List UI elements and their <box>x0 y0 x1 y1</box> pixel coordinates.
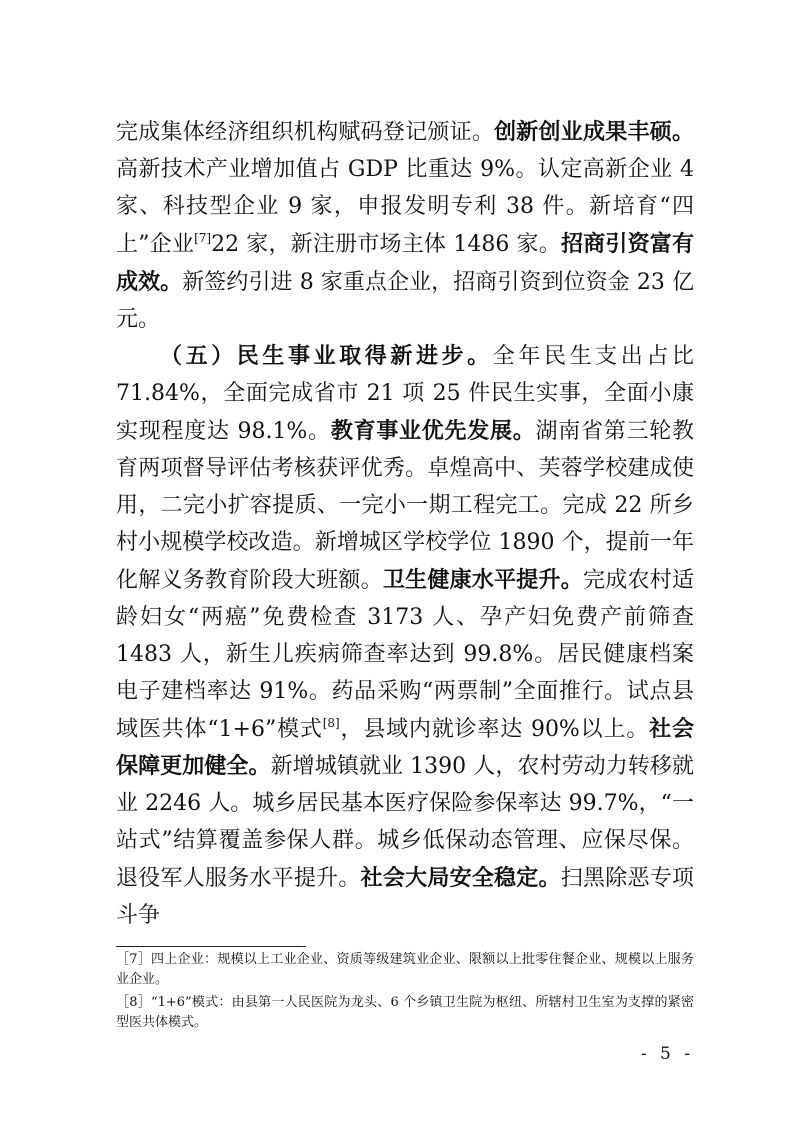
bold-heading-social-security: 社会保障更加健全。 <box>116 715 694 780</box>
bold-heading-health: 卫生健康水平提升。 <box>382 566 584 593</box>
footnotes <box>116 950 694 1036</box>
text-run: 新签约引进 8 家重点企业，招商引资到位资金 23 亿元。 <box>116 269 694 332</box>
section-heading-livelihood: （五）民生事业取得新进步。 <box>160 343 493 370</box>
footnote-7: ［7］四上企业：规模以上工业企业、资质等级建筑业企业、限额以上批零住餐企业、规模以上服务业企业。 <box>116 952 694 987</box>
paragraph-innovation-investment <box>116 114 694 338</box>
document-body <box>116 114 694 935</box>
paragraph-livelihood <box>116 338 694 935</box>
footnote-ref-8: [8] <box>322 715 340 730</box>
text-run: 完成集体经济组织机构赋码登记颁证。 <box>116 120 495 145</box>
text-run: 完成农村适龄妇女“两癌”免费检查 3173 人、孕产妇免费产前筛查 1483 人，新生儿疾病筛查率达到 99.8%。居民健康档案电子建档率达 91%。药品采购“两票制”全面推行。试点县域医共体“1+6”模式 <box>116 567 694 742</box>
text-run: 新增城镇就业 1390 人，农村劳动力转移就业 2246 人。城乡居民基本医疗保险参保率达 99.7%，“一站式”结算覆盖参保人群。城乡低保动态管理、应保尽保。退役军人服务水平提升。 <box>116 754 694 892</box>
bold-heading-innovation: 创新创业成果丰硕。 <box>494 119 694 145</box>
text-run: 湖南省第三轮教育两项督导评估考核获评优秀。卓煌高中、芙蓉学校建成使用，二完小扩容提质、一完小一期工程完工。完成 22 所乡村小规模学校改造。新增城区学校学位 1890 个，提前一年化解义务教育阶段大班额。 <box>116 419 694 593</box>
footnote-separator <box>116 946 306 947</box>
footnote-ref-7: [7] <box>194 230 212 245</box>
bold-heading-social-stability: 社会大局安全稳定。 <box>360 865 561 892</box>
footnote-8: ［8］“1+6”模式：由县第一人民医院为龙头、6 个乡镇卫生院为枢纽、所辖村卫生室为支撑的紧密型医共体模式。 <box>116 995 694 1030</box>
text-run: 扫黑除恶专项斗争 <box>116 866 694 929</box>
text-run: 全年民生支出占比 71.84%，全面完成省市 21 项 25 件民生实事，全面小康实现程度达 98.1%。 <box>116 344 694 445</box>
bold-heading-education: 教育事业优先发展。 <box>330 418 536 445</box>
text-run: 22 家，新注册市场主体 1486 家。 <box>211 231 561 257</box>
bold-heading-investment: 招商引资富有成效。 <box>116 230 694 295</box>
text-run: 高新技术产业增加值占 GDP 比重达 9%。认定高新企业 4 家、科技型企业 9 家，申报发明专利 38 件。新培育“四上”企业 <box>116 156 694 257</box>
page-number: - 5 - <box>640 1044 694 1064</box>
text-run: ，县域内就诊率达 90%以上。 <box>339 716 650 742</box>
